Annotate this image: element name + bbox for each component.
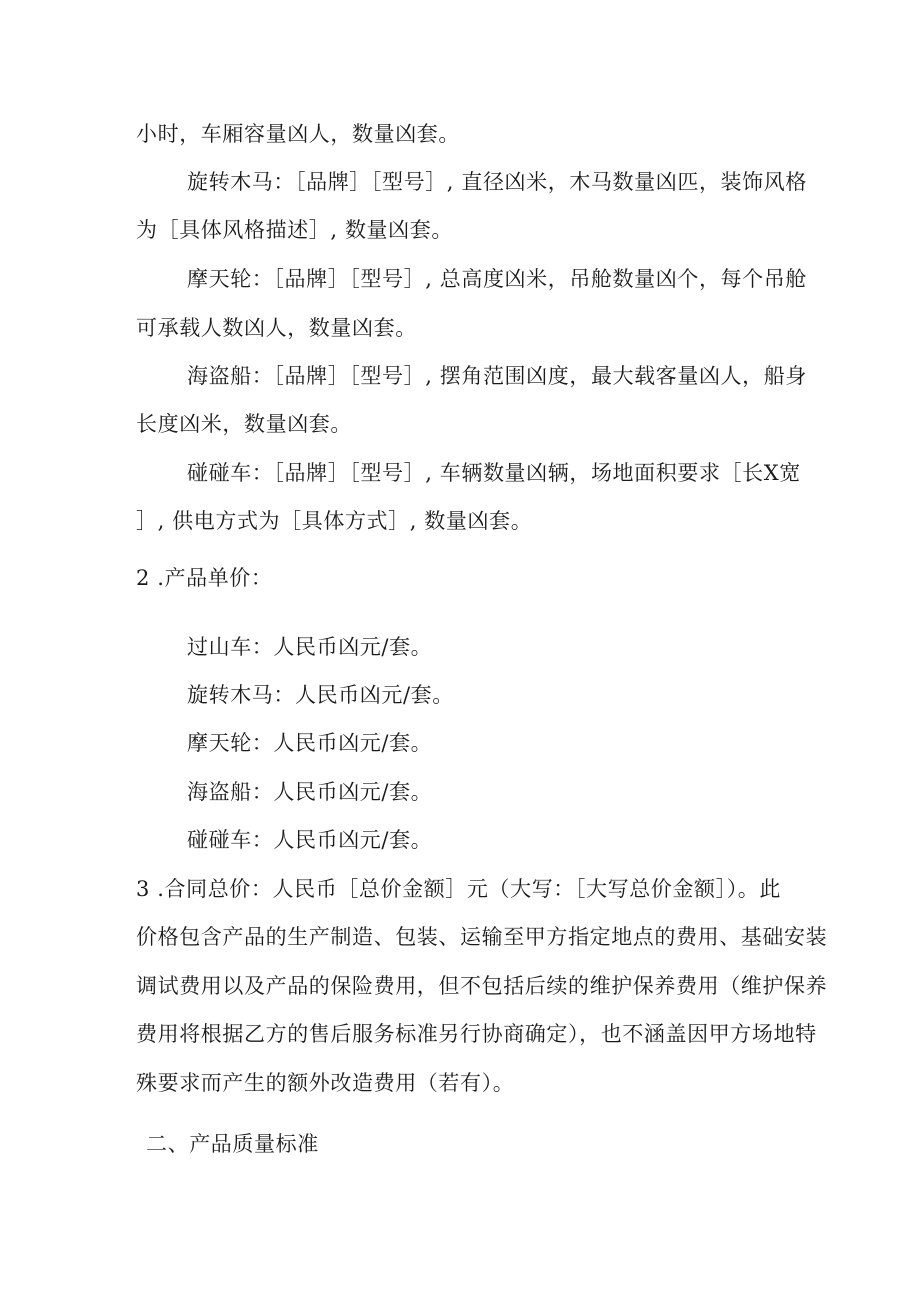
carousel-spec-line2: 为［具体风格描述］, 数量凶套。	[136, 218, 453, 242]
pirate-ship-spec-line1: 海盗船：［品牌］［型号］, 摆角范围凶度，最大载客量凶人，船身	[187, 364, 807, 388]
bumper-car-spec-line1: 碰碰车：［品牌］［型号］, 车辆数量凶辆，场地面积要求［长X宽	[187, 461, 801, 485]
bumper-car-spec-line2: ］, 供电方式为［具体方式］, 数量凶套。	[136, 509, 533, 533]
contract-total-line: 调试费用以及产品的保险费用，但不包括后续的维护保养费用（维护保养	[136, 974, 828, 998]
contract-total-line: 殊要求而产生的额外改造费用（若有）。	[136, 1071, 515, 1095]
price-roller-coaster: 过山车：人民币凶元/套。	[187, 635, 433, 659]
chapter-2-heading: 二、产品质量标准	[146, 1132, 319, 1156]
price-pirate-ship: 海盗船：人民币凶元/套。	[187, 780, 433, 804]
price-carousel: 旋转木马：人民币凶元/套。	[187, 683, 454, 707]
ferris-wheel-spec-line1: 摩天轮：［品牌］［型号］, 总高度凶米，吊舱数量凶个，每个吊舱	[187, 267, 807, 291]
section-2-heading: 2 .产品单价：	[136, 566, 273, 590]
contract-total-line: 价格包含产品的生产制造、包装、运输至甲方指定地点的费用、基础安装	[136, 925, 828, 949]
carousel-spec-line1: 旋转木马：［品牌］［型号］, 直径凶米，木马数量凶匹，装饰风格	[187, 170, 807, 194]
pirate-ship-spec-line2: 长度凶米，数量凶套。	[136, 412, 352, 436]
ferris-wheel-spec-line2: 可承载人数凶人，数量凶套。	[136, 316, 417, 340]
contract-total-line: 3 .合同总价：人民币［总价金额］元（大写：［大写总价金额］）。此	[136, 877, 782, 901]
price-bumper-car: 碰碰车：人民币凶元/套。	[187, 828, 433, 852]
contract-total-line: 费用将根据乙方的售后服务标准另行协商确定），也不涵盖因甲方场地特	[136, 1022, 817, 1046]
item1-continuation: 小时，车厢容量凶人，数量凶套。	[136, 122, 460, 146]
price-ferris-wheel: 摩天轮：人民币凶元/套。	[187, 731, 433, 755]
